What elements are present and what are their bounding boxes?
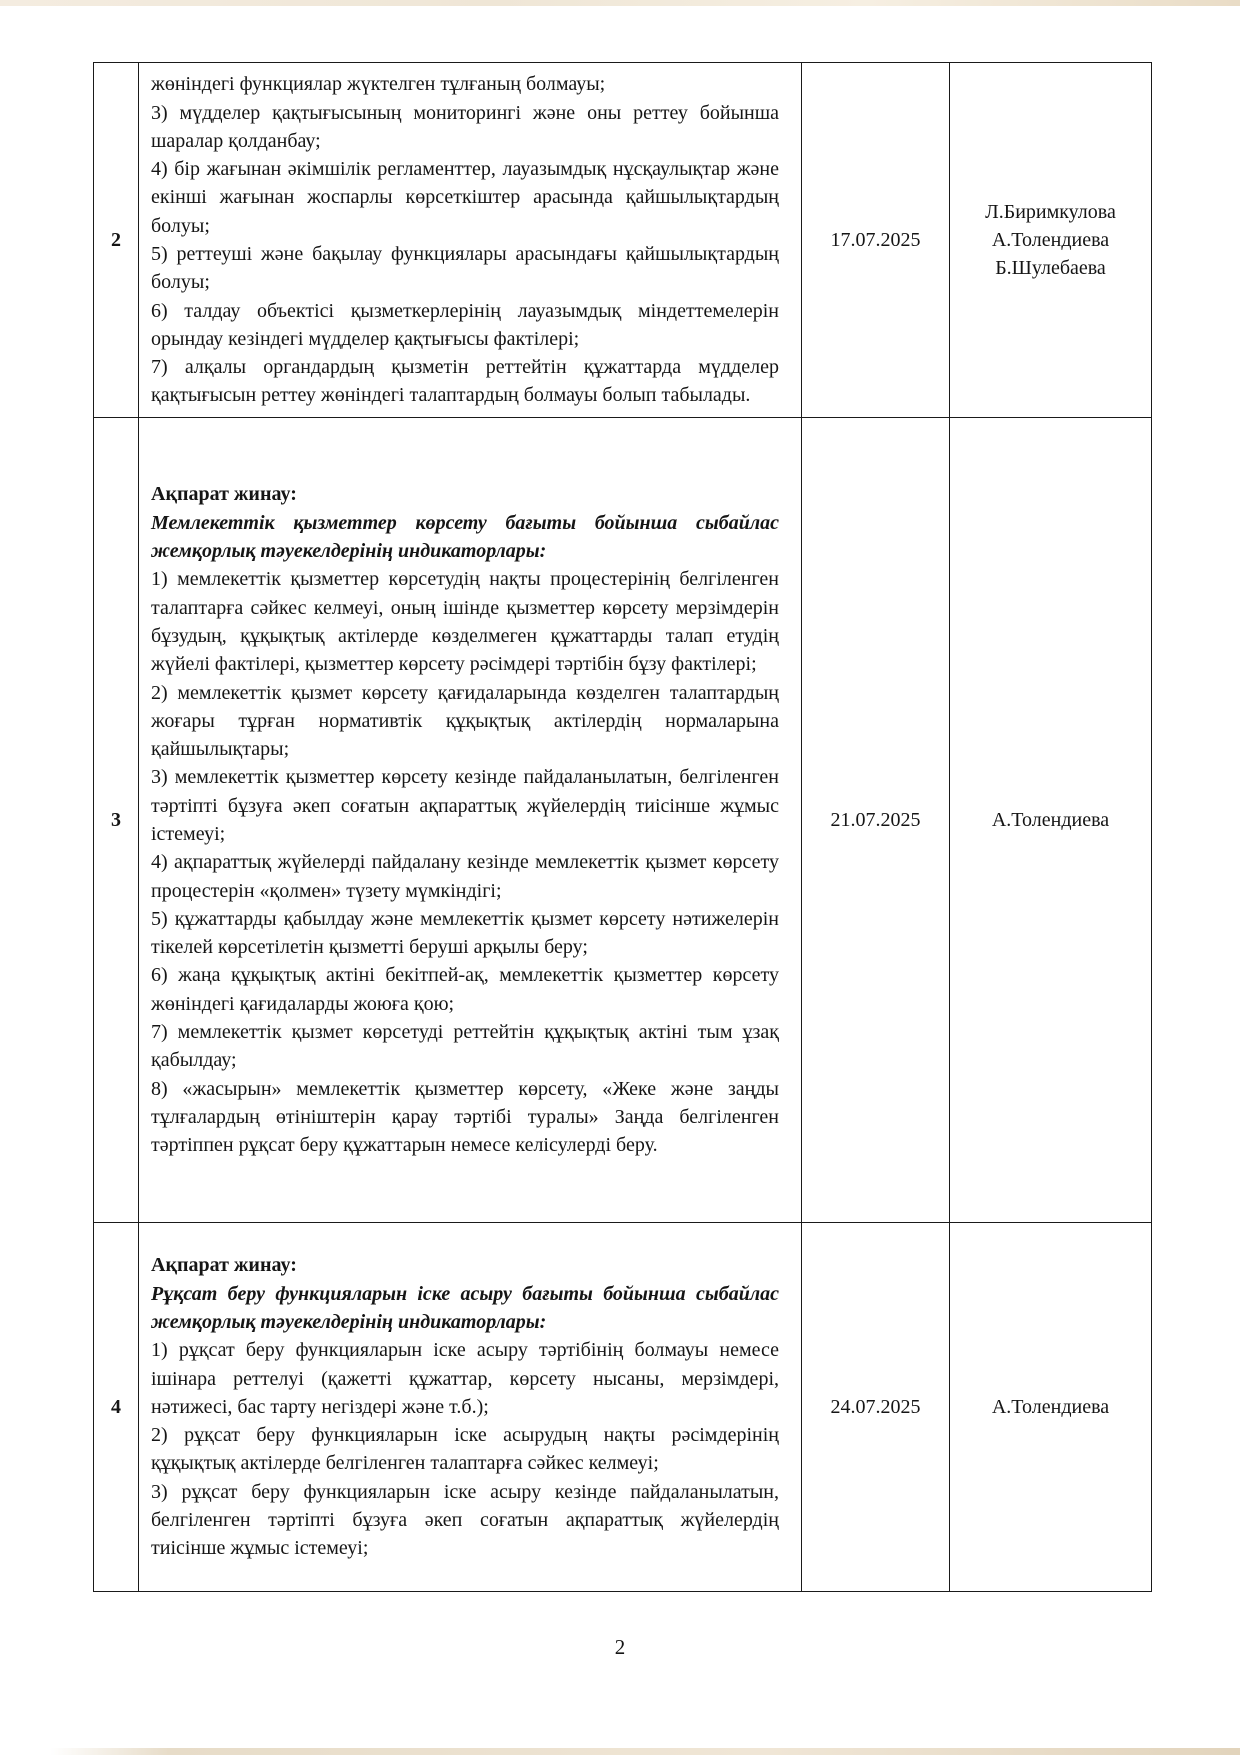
paragraph: 6) жаңа құқықтық актіні бекітпей-ақ, мемлекеттік қызметтер көрсету жөніндегі қағидаларды жоюға қою; [151, 964, 779, 1015]
row-number: 4 [94, 1223, 139, 1592]
row-content [139, 418, 802, 1223]
section-subheading: Рұқсат беру функцияларын іске асыру бағыты бойынша сыбайлас жемқорлық тәуекелдерінің индикаторлары: [151, 1282, 779, 1333]
table-row [94, 63, 1152, 418]
paragraph: 3) мемлекеттік қызметтер көрсету кезінде пайдаланылатын, белгіленген тәртіпті бұзуға әкеп соғатын ақпараттық жүйелердің тиісінше жұмыс істемеуі; [151, 766, 779, 845]
paragraph: 3) мүдделер қақтығысының мониторингі және оны реттеу бойынша шаралар қолданбау; [151, 101, 779, 152]
page-number: 2 [614, 1635, 626, 1659]
paragraph: 8) «жасырын» мемлекеттік қызметтер көрсету, «Жеке және заңды тұлғалардың өтініштерін қарау тәртібі туралы» Заңда белгіленген тәртіппен рұқсат беру құжаттарын немесе келісулерді беру. [151, 1077, 779, 1157]
row-number: 3 [94, 418, 139, 1223]
responsible-person: А.Толендиева [991, 229, 1110, 251]
paragraph: 7) мемлекеттік қызмет көрсетуді реттейтін құқықтық актіні тым ұзақ қабылдау; [151, 1021, 779, 1072]
paragraph: 4) бір жағынан әкімшілік регламенттер, лауазымдық нұсқаулықтар және екінші жағынан жоспарлы көрсеткіштер арасында қайшылықтардың болуы; [151, 158, 779, 237]
row-content [139, 1223, 802, 1592]
row-number: 2 [94, 63, 139, 418]
scan-edge-top [0, 0, 1240, 6]
table-row [94, 418, 1152, 1223]
responsible-person: Б.Шулебаева [995, 257, 1106, 279]
row-responsible [950, 418, 1152, 1223]
paragraph: 1) рұқсат беру функцияларын іске асыру тәртібінің болмауы немесе ішінара реттелуі (қажетті құжаттар, көрсету нысаны, мерзімдері, нәтижесі, бас тарту негіздері және т.б.); [151, 1339, 779, 1418]
paragraph: жөніндегі функциялар жүктелген тұлғаның болмауы; [151, 73, 606, 96]
section-heading: Ақпарат жинау: [151, 483, 297, 506]
paragraph: 1) мемлекеттік қызметтер көрсетудің нақты процестерінің белгіленген талаптарға сәйкес келмеуі, оның ішінде қызметтер көрсету мерзімдерін бұзудың, құқықтық актілерде көзделмеген құжаттарды талап етудің жүйелі фактілері, қызметтер көрсету рәсімдері тәртібін бұзу фактілері; [151, 568, 779, 676]
row-content [139, 63, 802, 418]
table-row [94, 1223, 1152, 1592]
row-date: 24.07.2025 [802, 1223, 950, 1592]
section-subheading: Мемлекеттік қызметтер көрсету бағыты бойынша сыбайлас жемқорлық тәуекелдерінің индикаторлары: [151, 511, 779, 563]
row-responsible [950, 63, 1152, 418]
paragraph: 7) алқалы органдардың қызметін реттейтін құжаттарда мүдделер қақтығысын реттеу жөніндегі талаптардың болмауы болып табылады. [151, 356, 779, 407]
plan-table [93, 62, 1152, 1592]
paragraph: 2) мемлекеттік қызмет көрсету қағидаларында көзделген талаптардың жоғары тұрған нормативтік құқықтық актілердің нормаларына қайшылықтары; [151, 681, 779, 761]
row-date: 21.07.2025 [802, 418, 950, 1223]
paragraph: 6) талдау объектісі қызметкерлерінің лауазымдық міндеттемелерін орындау кезіндегі мүдделер қақтығысы фактілері; [151, 299, 779, 350]
responsible-person: Л.Биримкулова [985, 201, 1116, 223]
section-heading: Ақпарат жинау: [151, 1254, 297, 1277]
paragraph: 5) құжаттарды қабылдау және мемлекеттік қызмет көрсету нәтижелерін тікелей көрсетілетін қызметті беруші арқылы беру; [151, 907, 779, 959]
paragraph: 3) рұқсат беру функцияларын іске асыру кезінде пайдаланылатын, белгіленген тәртіпті бұзуға әкеп соғатын ақпараттық жүйелердің тиісінше жұмыс істемеуі; [151, 1480, 779, 1560]
scan-edge-bottom [50, 1748, 1240, 1755]
paragraph: 2) рұқсат беру функцияларын іске асырудың нақты рәсімдерінің құқықтық актілерде белгіленген талаптарға сәйкес келмеуі; [151, 1424, 779, 1475]
row-responsible [950, 1223, 1152, 1592]
paragraph: 4) ақпараттық жүйелерді пайдалану кезінде мемлекеттік қызмет көрсету процестерін «қолмен» түзету мүмкіндігі; [151, 851, 779, 902]
paragraph: 5) реттеуші және бақылау функциялары арасындағы қайшылықтардың болуы; [151, 243, 779, 294]
responsible-person: А.Толендиева [991, 809, 1110, 831]
responsible-person: А.Толендиева [991, 1396, 1110, 1418]
row-date: 17.07.2025 [802, 63, 950, 418]
